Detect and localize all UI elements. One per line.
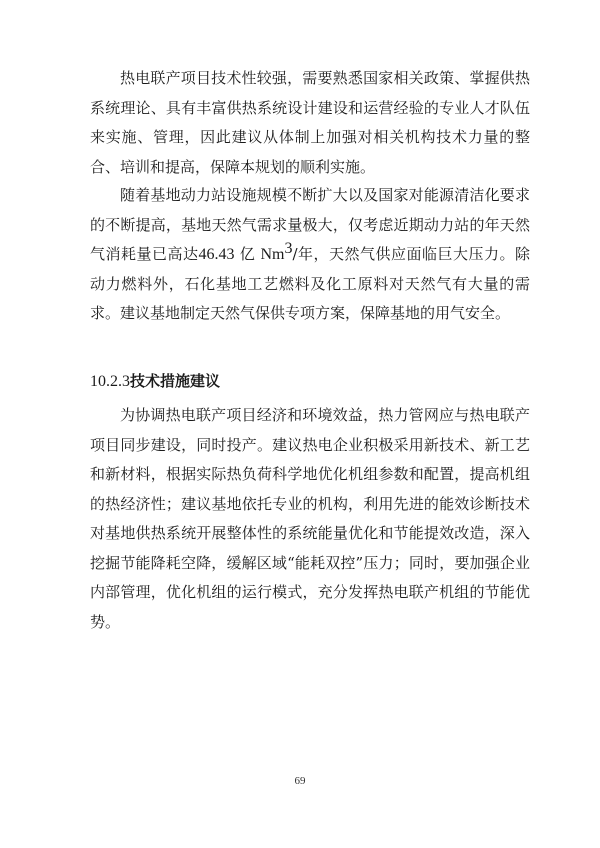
- paragraph-talent-management: [90, 64, 530, 182]
- section-number: 10.2.3: [90, 373, 130, 390]
- section-heading: [90, 370, 220, 393]
- gas-consumption-unit: Nm: [260, 246, 285, 263]
- paragraph-text: 为协调热电联产项目经济和环境效益，热力管网应与热电联产项目同步建设，同时投产。建议热电企业积极采用新技术、新工艺和新材料，根据实际热负荷科学地优化机组参数和配置，提高机组的热经济性；建议基地依托专业的机构，利用先进的能效诊断技术对基地供热系统开展整体性的系统能量优化和节能提效改造，深入挖掘节能降耗空降，缓解区域“能耗双控”压力；同时，要加强企业内部管理，优化机组的运行模式，充分发挥热电联产机组的节能优势。: [90, 406, 530, 631]
- paragraph-text-part-b: ，天然气供应面临巨大压力。除动力燃料外，石化基地工艺燃料及化工原料对天然气有大量的需求。建议基地制定天然气保供专项方案，保障基地的用气安全。: [90, 245, 530, 322]
- page-number: 69: [294, 775, 306, 787]
- paragraph-natural-gas-supply: [90, 181, 530, 329]
- gas-consumption-unit-exponent: 3: [284, 240, 293, 257]
- gas-consumption-unit-suffix: /年: [292, 245, 314, 263]
- paragraph-text: 热电联产项目技术性较强，需要熟悉国家相关政策、掌握供热系统理论、具有丰富供热系统设计建设和运营经验的专业人才队伍来实施、管理，因此建议从体制上加强对相关机构技术力量的整合、培训和提高，保障本规划的顺利实施。: [90, 69, 530, 176]
- section-title: 技术措施建议: [130, 372, 221, 390]
- gas-consumption-unit-prefix: 亿: [239, 245, 256, 263]
- gas-consumption-value: 46.43: [198, 246, 235, 263]
- paragraph-text-part-a: 随着基地动力站设施规模不断扩大以及国家对能源清洁化要求的不断提高，基地天然气需求量极大，仅考虑近期动力站的年天然气消耗量已高达: [90, 186, 530, 263]
- paragraph-technical-measures: [90, 401, 530, 637]
